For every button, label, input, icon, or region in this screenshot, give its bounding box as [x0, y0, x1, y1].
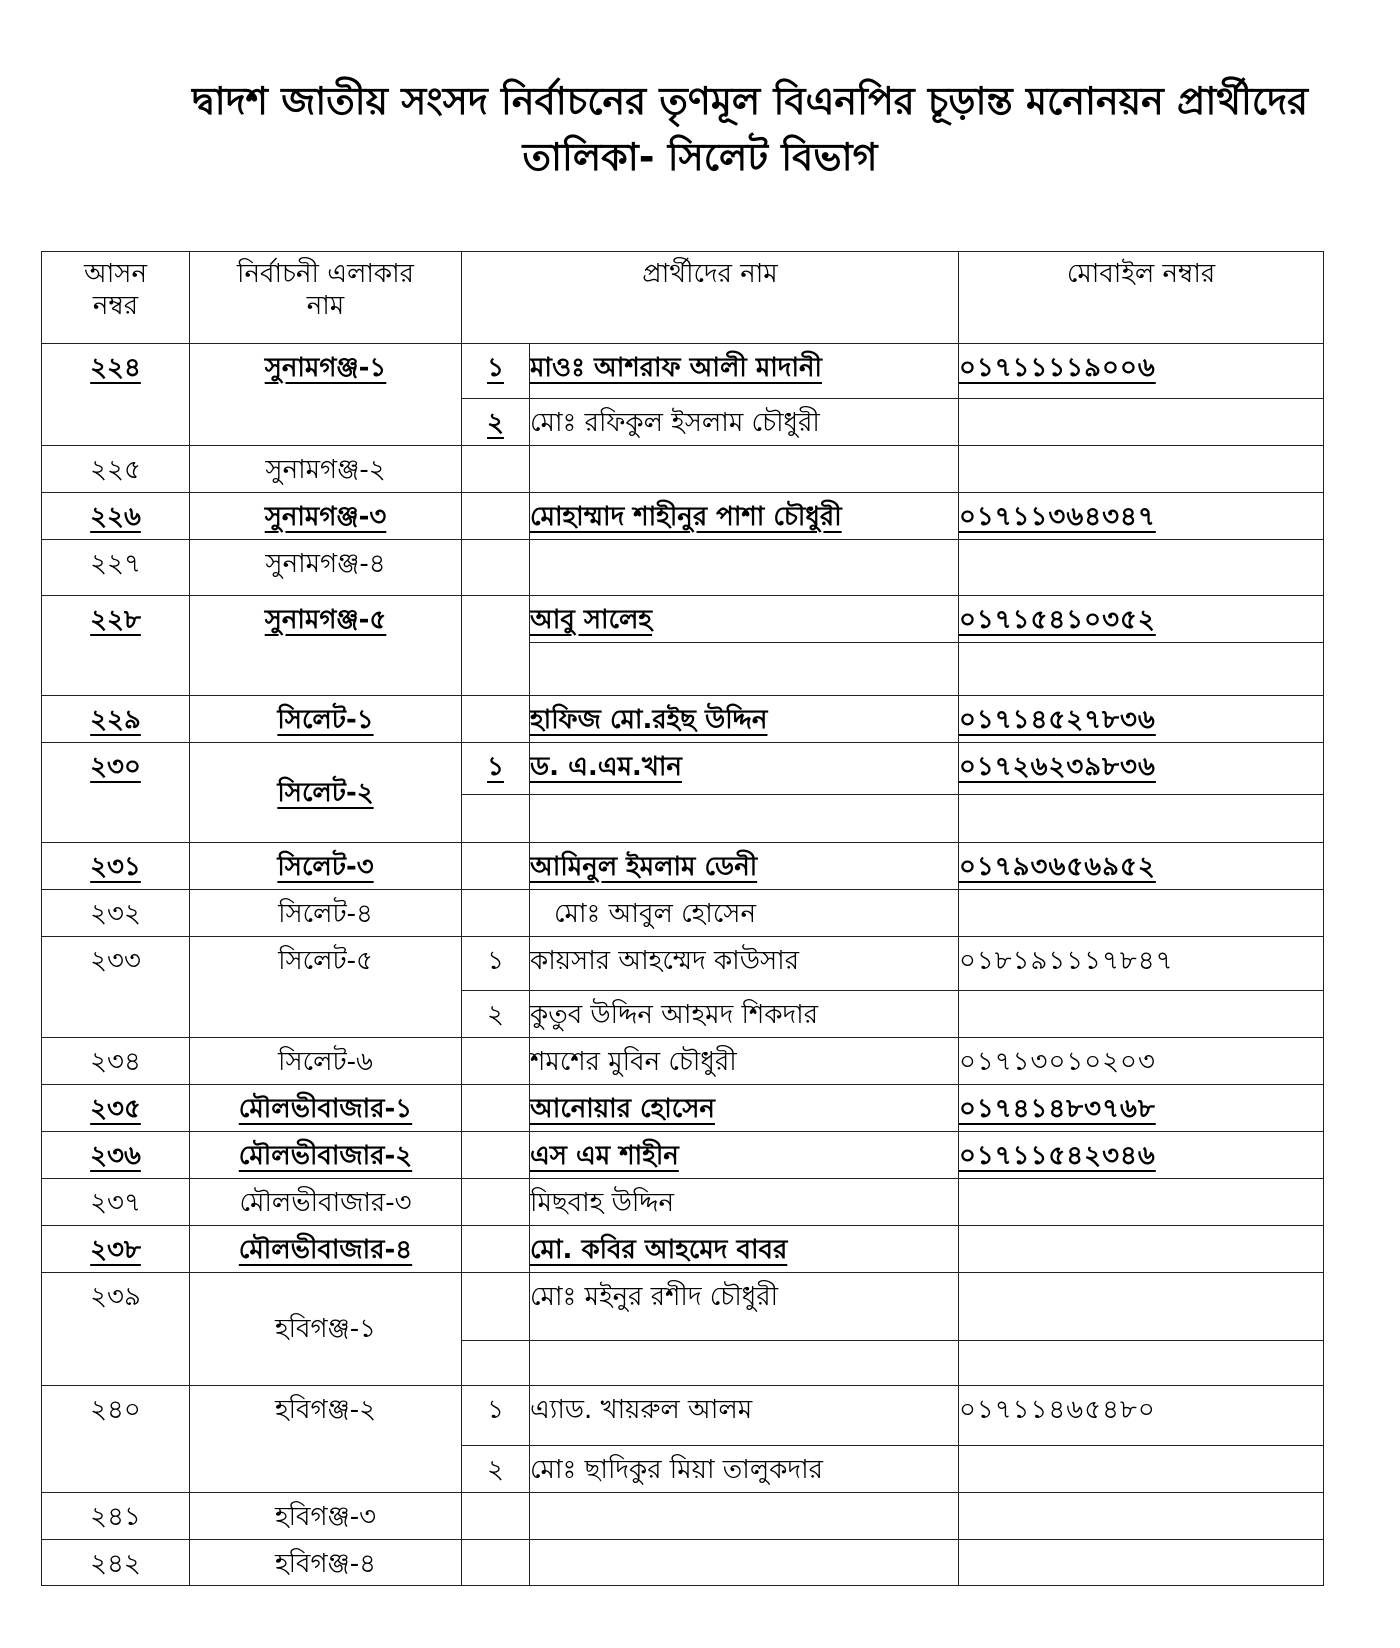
candidate-serial	[462, 1179, 530, 1226]
candidate-name	[530, 1341, 959, 1386]
table-row	[42, 1493, 1324, 1540]
candidate-serial	[462, 493, 530, 540]
seat-number: ২৩৫	[42, 1085, 190, 1132]
mobile-number	[959, 446, 1324, 493]
table-row	[42, 1273, 1324, 1341]
candidate-serial	[462, 446, 530, 493]
seat-number: ২৩৭	[42, 1179, 190, 1226]
table-row	[42, 1540, 1324, 1586]
candidate-serial: ২	[462, 399, 530, 446]
mobile-number: ০১৭১১৪৬৫৪৮০	[959, 1386, 1324, 1446]
candidate-name: এ্যাড. খায়রুল আলম	[530, 1386, 959, 1446]
seat-number: ২৩৬	[42, 1132, 190, 1179]
candidate-name	[530, 1540, 959, 1586]
constituency: মৌলভীবাজার-৩	[190, 1179, 462, 1226]
mobile-number: ০১৭১৪৫২৭৮৩৬	[959, 696, 1324, 743]
candidate-serial: ২	[462, 1446, 530, 1493]
mobile-number	[959, 1273, 1324, 1341]
candidate-name: শমশের মুবিন চৌধুরী	[530, 1038, 959, 1085]
mobile-number	[959, 795, 1324, 843]
table-row	[42, 843, 1324, 890]
table-row	[42, 937, 1324, 991]
table-row	[42, 344, 1324, 399]
constituency: মৌলভীবাজার-২	[190, 1132, 462, 1179]
mobile-number	[959, 1540, 1324, 1586]
seat-number: ২৩০	[42, 743, 190, 843]
table-row	[42, 890, 1324, 937]
header-candidates: প্রার্থীদের নাম	[462, 252, 959, 344]
constituency: মৌলভীবাজার-৪	[190, 1226, 462, 1273]
mobile-number: ০১৭১৩০১০২০৩	[959, 1038, 1324, 1085]
table-row	[42, 493, 1324, 540]
constituency: সিলেট-৩	[190, 843, 462, 890]
candidate-name: এস এম শাহীন	[530, 1132, 959, 1179]
table-row	[42, 1132, 1324, 1179]
seat-number: ২৩৮	[42, 1226, 190, 1273]
constituency: সিলেট-৪	[190, 890, 462, 937]
candidate-serial	[462, 843, 530, 890]
header-constituency: নির্বাচনী এলাকার নাম	[190, 252, 462, 344]
table-row	[42, 1226, 1324, 1273]
constituency: সিলেট-২	[190, 743, 462, 843]
mobile-number: ০১৭৯৩৬৫৬৯৫২	[959, 843, 1324, 890]
candidate-name	[530, 643, 959, 696]
document-title-line-2: তালিকা- সিলেট বিভাগ	[522, 135, 878, 179]
candidate-serial	[462, 1132, 530, 1179]
candidate-name	[530, 1493, 959, 1540]
candidate-name: মো. কবির আহমেদ বাবর	[530, 1226, 959, 1273]
candidate-name: মিছবাহ উদ্দিন	[530, 1179, 959, 1226]
candidate-serial	[462, 1493, 530, 1540]
mobile-number	[959, 1226, 1324, 1273]
candidate-name: মোঃ মইনুর রশীদ চৌধুরী	[530, 1273, 959, 1341]
candidate-serial: ১	[462, 1386, 530, 1446]
candidate-serial	[462, 1226, 530, 1273]
seat-number: ২৩১	[42, 843, 190, 890]
mobile-number: ০১৭১৫৪১০৩৫২	[959, 596, 1324, 643]
table-header-row	[42, 252, 1324, 344]
constituency: সুনামগঞ্জ-৫	[190, 596, 462, 696]
mobile-number	[959, 540, 1324, 596]
document-title-line-1: দ্বাদশ জাতীয় সংসদ নির্বাচনের তৃণমূল বিএনপির চূড়ান্ত মনোনয়ন প্রার্থীদের	[191, 79, 1309, 123]
constituency: সিলেট-১	[190, 696, 462, 743]
candidate-name: মোহাম্মাদ শাহীনুর পাশা চৌধুরী	[530, 493, 959, 540]
candidate-name	[530, 540, 959, 596]
mobile-number	[959, 991, 1324, 1038]
candidate-table	[41, 251, 1324, 1586]
header-mobile: মোবাইল নম্বার	[959, 252, 1324, 344]
table-row	[42, 1038, 1324, 1085]
candidate-name	[530, 795, 959, 843]
seat-number: ২৩৯	[42, 1273, 190, 1386]
seat-number: ২২৭	[42, 540, 190, 596]
candidate-name: মাওঃ আশরাফ আলী মাদানী	[530, 344, 959, 399]
candidate-serial	[462, 540, 530, 596]
candidate-serial: ২	[462, 991, 530, 1038]
mobile-number: ০১৭১১১১৯০০৬	[959, 344, 1324, 399]
mobile-number	[959, 1341, 1324, 1386]
seat-number: ২২৪	[42, 344, 190, 446]
constituency: সিলেট-৫	[190, 937, 462, 1038]
candidate-serial	[462, 890, 530, 937]
table-row	[42, 540, 1324, 596]
header-seat-number: আসন নম্বর	[42, 252, 190, 344]
candidate-serial: ১	[462, 344, 530, 399]
candidate-serial	[462, 1085, 530, 1132]
mobile-number	[959, 399, 1324, 446]
candidate-name: আবু সালেহ	[530, 596, 959, 643]
candidate-serial	[462, 1341, 530, 1386]
seat-number: ২৩২	[42, 890, 190, 937]
constituency: সুনামগঞ্জ-৪	[190, 540, 462, 596]
seat-number: ২৪২	[42, 1540, 190, 1586]
candidate-name: কুতুব উদ্দিন আহমদ শিকদার	[530, 991, 959, 1038]
seat-number: ২২৫	[42, 446, 190, 493]
candidate-name: কায়সার আহম্মেদ কাউসার	[530, 937, 959, 991]
candidate-name: মোঃ আবুল হোসেন	[530, 890, 959, 937]
constituency: হবিগঞ্জ-২	[190, 1386, 462, 1493]
seat-number: ২৪১	[42, 1493, 190, 1540]
seat-number: ২৩৩	[42, 937, 190, 1038]
candidate-name: আনোয়ার হোসেন	[530, 1085, 959, 1132]
candidate-serial: ১	[462, 743, 530, 795]
constituency: সুনামগঞ্জ-২	[190, 446, 462, 493]
mobile-number	[959, 1493, 1324, 1540]
table-row	[42, 696, 1324, 743]
table-row	[42, 596, 1324, 643]
constituency: হবিগঞ্জ-৩	[190, 1493, 462, 1540]
constituency: হবিগঞ্জ-১	[190, 1273, 462, 1386]
seat-number: ২৪০	[42, 1386, 190, 1493]
table-row	[42, 446, 1324, 493]
seat-number: ২৩৪	[42, 1038, 190, 1085]
constituency: সুনামগঞ্জ-১	[190, 344, 462, 446]
mobile-number: ০১৭৪১৪৮৩৭৬৮	[959, 1085, 1324, 1132]
candidate-serial	[462, 1540, 530, 1586]
candidate-serial: ১	[462, 937, 530, 991]
mobile-number	[959, 1446, 1324, 1493]
candidate-name: আমিনুল ইমলাম ডেনী	[530, 843, 959, 890]
candidate-name: হাফিজ মো.রইছ উদ্দিন	[530, 696, 959, 743]
table-row	[42, 1386, 1324, 1446]
candidate-serial	[462, 596, 530, 696]
mobile-number: ০১৭১১৫৪২৩৪৬	[959, 1132, 1324, 1179]
candidate-name: মোঃ ছাদিকুর মিয়া তালুকদার	[530, 1446, 959, 1493]
candidate-serial	[462, 795, 530, 843]
mobile-number: ০১৭১১৩৬৪৩৪৭	[959, 493, 1324, 540]
candidate-serial	[462, 1038, 530, 1085]
candidate-name: ড. এ.এম.খান	[530, 743, 959, 795]
candidate-name	[530, 446, 959, 493]
mobile-number	[959, 1179, 1324, 1226]
table-row	[42, 743, 1324, 795]
candidate-serial	[462, 1273, 530, 1341]
candidate-name: মোঃ রফিকুল ইসলাম চৌধুরী	[530, 399, 959, 446]
mobile-number: ০১৮১৯১১১৭৮৪৭	[959, 937, 1324, 991]
mobile-number	[959, 643, 1324, 696]
constituency: হবিগঞ্জ-৪	[190, 1540, 462, 1586]
mobile-number	[959, 890, 1324, 937]
table-row	[42, 1085, 1324, 1132]
constituency: মৌলভীবাজার-১	[190, 1085, 462, 1132]
table-row	[42, 1179, 1324, 1226]
constituency: সিলেট-৬	[190, 1038, 462, 1085]
candidate-serial	[462, 696, 530, 743]
constituency: সুনামগঞ্জ-৩	[190, 493, 462, 540]
mobile-number: ০১৭২৬২৩৯৮৩৬	[959, 743, 1324, 795]
seat-number: ২২৬	[42, 493, 190, 540]
seat-number: ২২৯	[42, 696, 190, 743]
seat-number: ২২৮	[42, 596, 190, 696]
